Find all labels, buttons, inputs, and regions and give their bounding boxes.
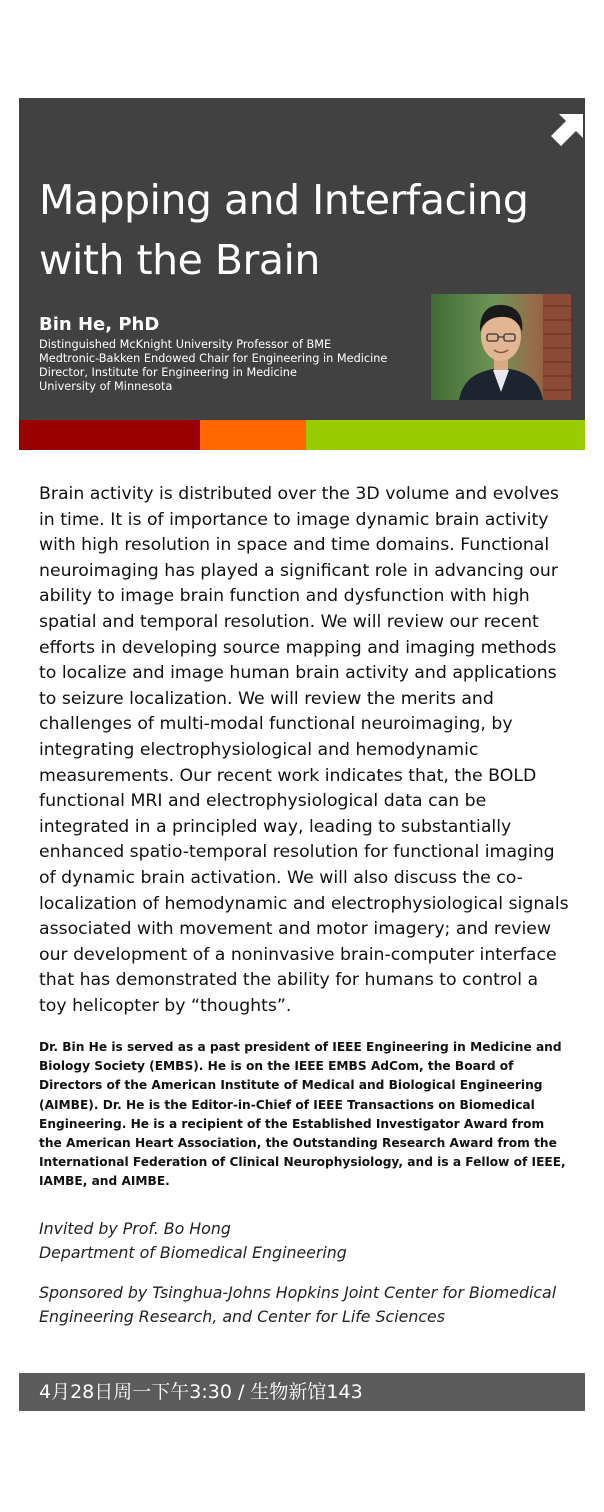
speaker-affiliation-line: Medtronic-Bakken Endowed Chair for Engineering in Medicine (39, 352, 388, 365)
header-banner (19, 98, 585, 420)
talk-abstract: Brain activity is distributed over the 3D volume and evolves in time. It is of importance to image dynamic brain activity with high resolution in space and time domains. Functional neuroimaging has played a significant role in advancing our ability to image brain function and dysfunction with high spatial and temporal resolution. We will review our recent efforts in developing source mapping and imaging methods to localize and image human brain activity and applications to seizure localization. We will review the merits and challenges of multi-modal functional neuroimaging, by integrating electrophysiological and hemodynamic measurements. Our recent work indicates that, the BOLD functional MRI and electrophysiological data can be integrated in a principled way, leading to substantially enhanced spatio-temporal resolution for functional imaging of dynamic brain activation. We will also discuss the co-localization of hemodynamic and electrophysiological signals associated with movement and motor imagery; and review our development of a noninvasive brain-computer interface that has demonstrated the ability for humans to control a toy helicopter by “thoughts”. (39, 484, 569, 1016)
speaker-affiliation-line: Director, Institute for Engineering in Medicine (39, 366, 297, 379)
speaker-affiliation-line: Distinguished McKnight University Professor of BME (39, 338, 332, 351)
title-line: Mapping and Interfacing (39, 176, 529, 224)
event-time-location: 4月28日周一下午3:30 / 生物新馆143 (39, 1381, 363, 1403)
talk-title (39, 170, 539, 290)
speaker-name: Bin He, PhD (39, 314, 160, 335)
speaker-affiliations (39, 338, 439, 394)
sponsor-line: Engineering Research, and Center for Life Sciences (39, 1306, 445, 1326)
sponsor-line: Sponsored by Tsinghua-Johns Hopkins Joint Center for Biomedical (39, 1283, 557, 1302)
speaker-affiliation-line: University of Minnesota (39, 380, 173, 393)
portrait-photo (431, 294, 571, 400)
accent-bar-green (306, 420, 585, 450)
title-line: with the Brain (39, 236, 320, 284)
accent-bar-red (19, 420, 200, 450)
diagonal-arrow-icon (551, 112, 585, 146)
speaker-bio: Dr. Bin He is served as a past president of IEEE Engineering in Medicine and Biology Society (EMBS). He is on the IEEE EMBS AdCom, the Board of Directors of the American Institute of Medical and Biological Engineering (AIMBE). Dr. He is the Editor-in-Chief of IEEE Transactions on Biomedical Engineering. He is a recipient of the Established Investigator Award from the American Heart Association, the Outstanding Research Award from the International Federation of Clinical Neurophysiology, and is a Fellow of IEEE, IAMBE, and AIMBE. (39, 1040, 566, 1189)
event-time-location-bar (19, 1373, 585, 1411)
accent-bar-orange (200, 420, 306, 450)
sponsor-note (39, 1281, 569, 1328)
invitation-note (39, 1217, 569, 1264)
invitation-line: Invited by Prof. Bo Hong (39, 1219, 231, 1238)
invitation-line: Department of Biomedical Engineering (39, 1242, 347, 1262)
